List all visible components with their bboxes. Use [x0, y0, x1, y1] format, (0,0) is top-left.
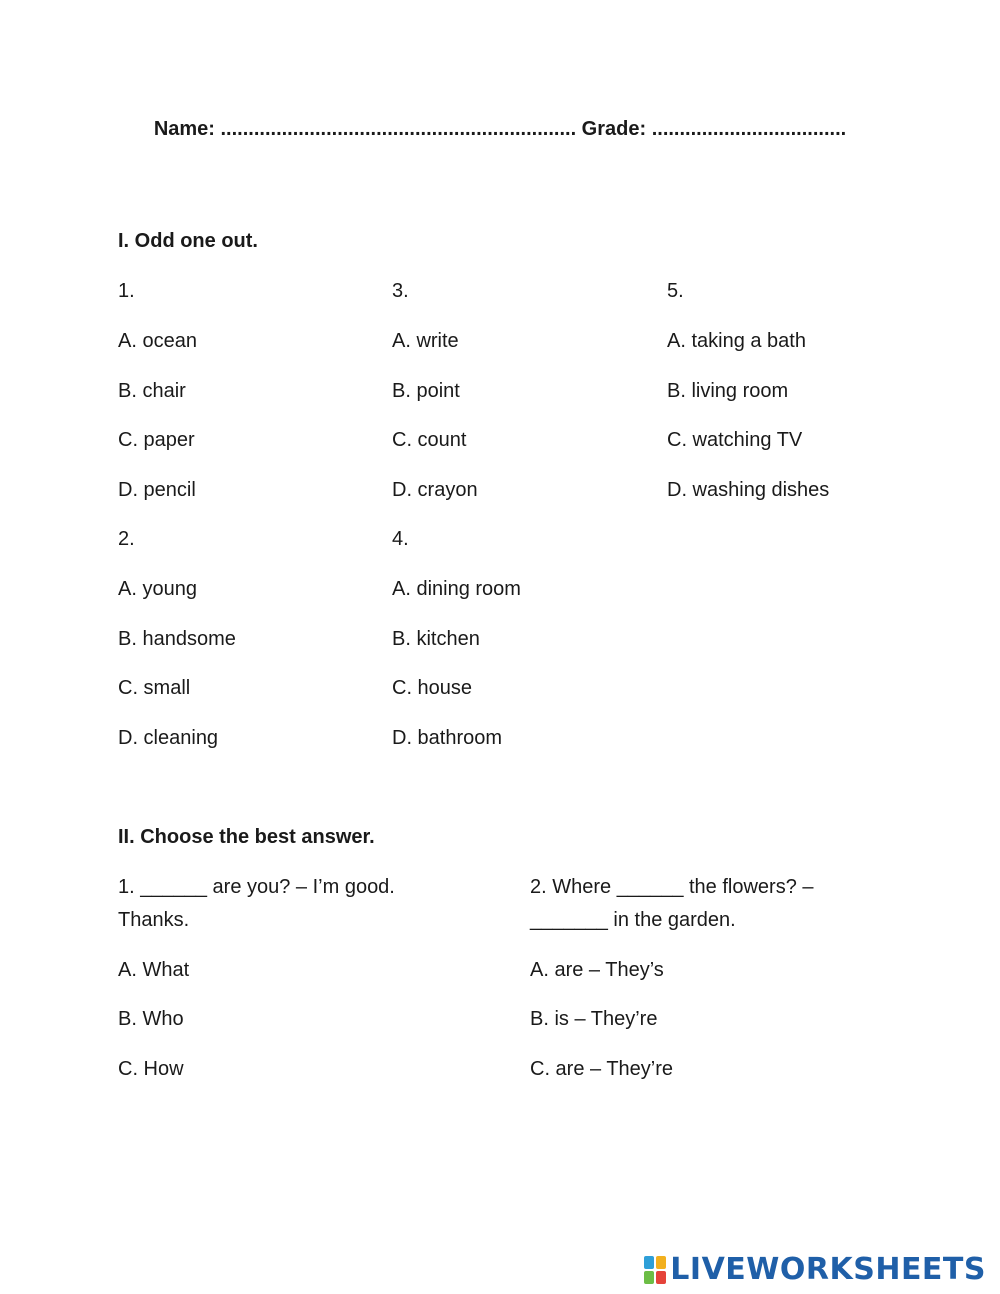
question-2-option-d[interactable]: D. cleaning	[118, 727, 219, 749]
question-3-option-c[interactable]: C. count	[392, 429, 467, 451]
question-4-option-c[interactable]: C. house	[392, 677, 473, 699]
question-2-option-b[interactable]: B. handsome	[118, 628, 236, 650]
question-4-option-d[interactable]: D. bathroom	[392, 727, 503, 749]
question-1-option-c[interactable]: C. paper	[118, 429, 195, 451]
mc-question-1-line-2: Thanks.	[118, 909, 190, 931]
liveworksheets-logo	[644, 1252, 986, 1287]
question-1-number: 1.	[118, 280, 135, 302]
name-grade-line: Name: ................................................................ Grade: ...................................	[153, 118, 847, 140]
mc-question-1-option-a[interactable]: A. What	[118, 959, 190, 981]
question-1-option-d[interactable]: D. pencil	[118, 479, 196, 501]
section-2-title: II. Choose the best answer.	[118, 826, 375, 848]
mc-question-2-line-1: 2. Where ______ the flowers? –	[530, 876, 814, 898]
mc-question-2-line-2: _______ in the garden.	[530, 909, 736, 931]
liveworksheets-logo-text: LIVEWORKSHEETS	[670, 1252, 986, 1287]
question-5-number: 5.	[667, 280, 684, 302]
question-4-option-a[interactable]: A. dining room	[392, 578, 521, 600]
question-1-option-a[interactable]: A. ocean	[118, 330, 197, 352]
mc-question-2-option-b[interactable]: B. is – They’re	[530, 1008, 658, 1030]
question-2-option-a[interactable]: A. young	[118, 578, 197, 600]
question-4-number: 4.	[392, 528, 409, 550]
mc-question-1-option-c[interactable]: C. How	[118, 1058, 184, 1080]
question-2-option-c[interactable]: C. small	[118, 677, 191, 699]
question-2-number: 2.	[118, 528, 135, 550]
question-5-option-c[interactable]: C. watching TV	[667, 429, 803, 451]
mc-question-2-option-c[interactable]: C. are – They’re	[530, 1058, 674, 1080]
question-1-option-b[interactable]: B. chair	[118, 380, 186, 402]
question-3-number: 3.	[392, 280, 409, 302]
question-3-option-d[interactable]: D. crayon	[392, 479, 478, 501]
question-4-option-b[interactable]: B. kitchen	[392, 628, 480, 650]
liveworksheets-logo-icon	[644, 1256, 666, 1284]
section-1-title: I. Odd one out.	[118, 230, 258, 252]
question-5-option-b[interactable]: B. living room	[667, 380, 789, 402]
question-3-option-a[interactable]: A. write	[392, 330, 459, 352]
mc-question-1-line-1: 1. ______ are you? – I’m good.	[118, 876, 395, 898]
mc-question-1-option-b[interactable]: B. Who	[118, 1008, 184, 1030]
question-3-option-b[interactable]: B. point	[392, 380, 460, 402]
question-5-option-a[interactable]: A. taking a bath	[667, 330, 806, 352]
question-5-option-d[interactable]: D. washing dishes	[667, 479, 830, 501]
mc-question-2-option-a[interactable]: A. are – They’s	[530, 959, 664, 981]
